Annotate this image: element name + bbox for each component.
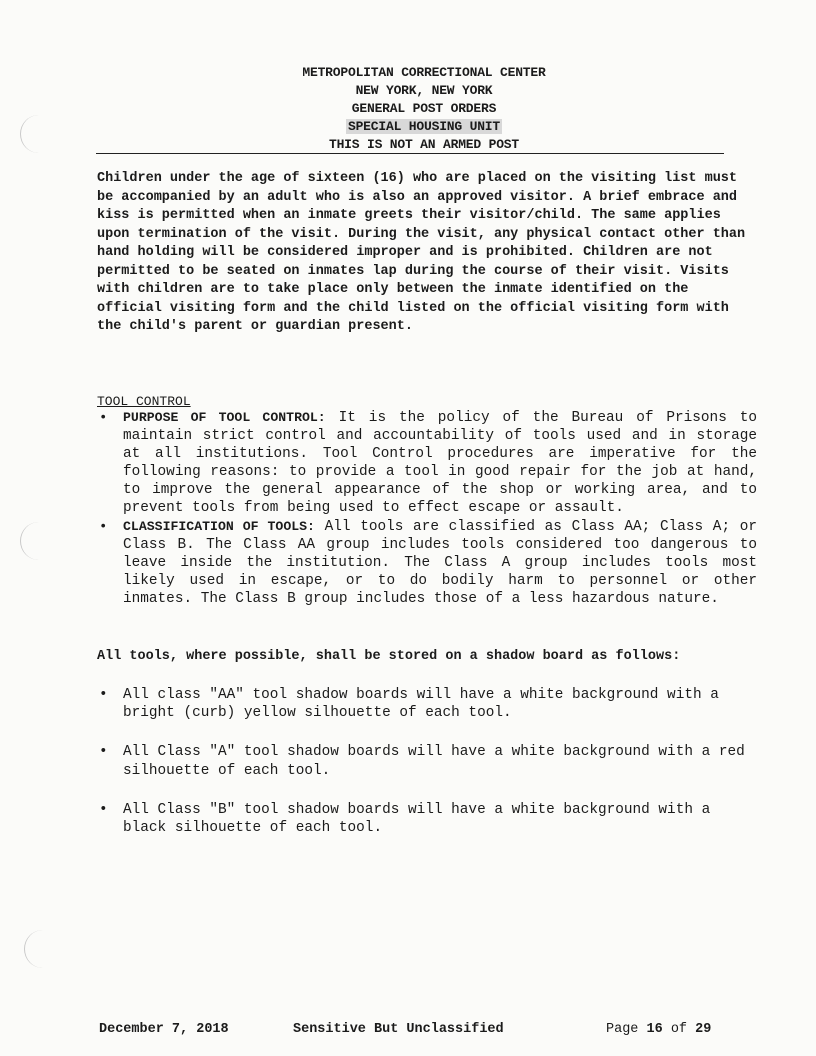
header-post-type: THIS IS NOT AN ARMED POST xyxy=(328,137,520,152)
purpose-label: PURPOSE OF TOOL CONTROL: xyxy=(123,410,326,425)
classification-text: All tools are classified as Class AA; Class A; or Class B. The Class AA group includes tools considered too dangerous to leave inside the institution. The Class A group includes tools most likely used in escape, or to do bodily harm to personnel or other inmates. The Class B group includes those of a less hazardous nature. xyxy=(123,518,758,607)
header-facility: METROPOLITAN CORRECTIONAL CENTER xyxy=(302,65,546,80)
punch-hole-top xyxy=(20,115,57,153)
tool-control-list xyxy=(97,409,757,608)
shadow-board-intro: All tools, where possible, shall be stored on a shadow board as follows: xyxy=(97,649,681,664)
list-item-classification xyxy=(97,518,757,608)
page-word: Page xyxy=(606,1022,639,1037)
list-item-class-aa: • All class "AA" tool shadow boards will have a white background with a bright (curb) yellow silhouette of each tool. xyxy=(97,686,757,722)
section-heading-tool-control: TOOL CONTROL xyxy=(97,394,191,409)
list-item-class-a: • All Class "A" tool shadow boards will have a white background with a red silhouette of each tool. xyxy=(97,743,757,779)
header-unit: SPECIAL HOUSING UNIT xyxy=(347,119,501,134)
punch-hole-middle xyxy=(20,522,57,560)
footer-classification: Sensitive But Unclassified xyxy=(293,1022,504,1037)
children-visiting-paragraph: Children under the age of sixteen (16) who are placed on the visiting list must be accompanied by an adult who is also an approved visitor. A brief embrace and kiss is permitted when an inmate greets their visitor/child. The same applies upon termination of the visit. During the visit, any physical contact other than hand holding will be considered improper and is prohibited. Children are not permitted to be seated on inmates lap during the course of their visit. Visits with children are to take place only between the inmate identified on the official visiting form and the child listed on the official visiting form with the child's parent or guardian present. xyxy=(97,171,746,334)
footer-page-indicator xyxy=(606,1022,711,1037)
page-total: 29 xyxy=(695,1022,712,1037)
classification-label: CLASSIFICATION OF TOOLS: xyxy=(123,518,315,534)
shadow-board-list xyxy=(97,686,757,858)
list-item-purpose xyxy=(97,409,757,518)
of-word: of xyxy=(670,1022,688,1037)
footer-date: December 7, 2018 xyxy=(99,1022,229,1037)
header-orders: GENERAL POST ORDERS xyxy=(351,101,497,116)
page-number: 16 xyxy=(646,1022,663,1037)
punch-hole-bottom xyxy=(24,930,61,968)
list-item-class-b: • All Class "B" tool shadow boards will have a white background with a black silhouette of each tool. xyxy=(97,801,757,837)
header-location: NEW YORK, NEW YORK xyxy=(355,83,493,98)
purpose-text: It is the policy of the Bureau of Prisons to maintain strict control and accountability of tools used and in storage at all institutions. Tool Control procedures are imperative for the following reasons: to provide a tool in good repair for the job at hand, to improve the general appearance of the shop or working area, and to prevent tools from being used to effect escape or assault. xyxy=(123,410,757,517)
header-divider xyxy=(96,153,724,154)
document-header xyxy=(96,64,752,154)
